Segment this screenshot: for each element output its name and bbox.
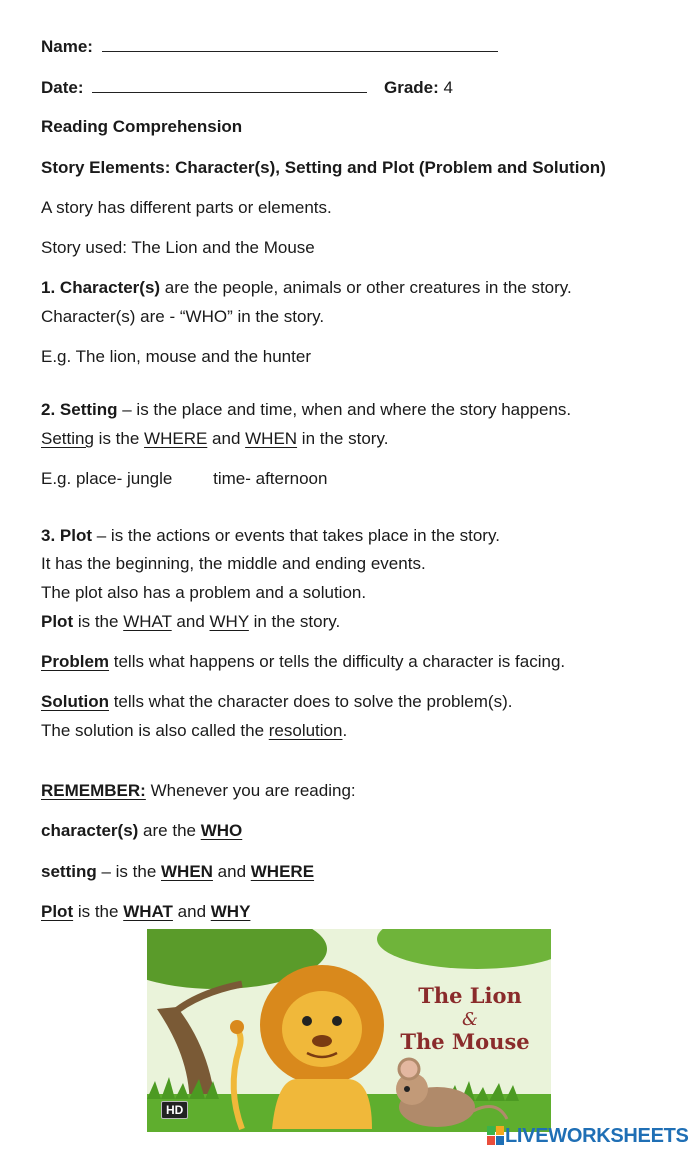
story-used-text: Story used: The Lion and the Mouse [41,238,315,257]
plot-term: Plot [59,526,93,545]
character-term: Character(s) [59,278,161,297]
lion-nose [312,1035,332,1047]
remember-label: REMEMBER: [41,781,146,800]
grade-value: 4 [443,78,453,97]
setting-definition [41,399,571,421]
remember-r1-term: character(s) [41,821,139,840]
plot-definition [41,525,500,547]
setting-l2-term: Setting [41,429,94,448]
liveworksheets-icon [487,1126,505,1146]
solution-l2-end: . [342,721,348,740]
name-blank[interactable] [102,35,498,52]
mouse-eye [404,1086,410,1092]
remember-r2-and: and [212,862,251,881]
plot-line2: It has the beginning, the middle and ending events. [41,554,426,573]
setting-example-place: E.g. place- jungle [41,469,173,488]
setting-l2-and: and [207,429,246,448]
plot-l4-what: WHAT [123,612,172,631]
lion-tail-tuft [230,1020,244,1034]
illustration-title-line1: The Lion [418,983,522,1008]
lion-eye-left [302,1016,312,1026]
solution-def: tells what the character does to solve the problem(s). [108,692,513,711]
problem-definition [41,651,565,673]
setting-example [41,468,327,490]
remember-plot [41,901,250,923]
remember-line [41,780,356,802]
problem-term: Problem [41,652,110,671]
remember-r2-term: setting [41,862,97,881]
remember-character [41,820,242,842]
hd-badge: HD [161,1101,188,1119]
plot-def: – is the actions or events that takes place in the story. [92,526,500,545]
remember-r3-term: Plot [41,902,74,921]
character-line2: Character(s) are - “WHO” in the story. [41,307,325,326]
remember-r2-when: WHEN [161,862,213,881]
grade-label: Grade: [383,78,439,97]
setting-term: Setting [59,400,118,419]
setting-example-time: time- afternoon [213,469,328,488]
remember-r3-why: WHY [210,902,251,921]
setting-num: 2. [41,400,56,419]
remember-r2-text: – is the [96,862,161,881]
name-label: Name: [41,37,93,56]
date-label: Date: [41,78,84,97]
plot-l4-why: WHY [209,612,249,631]
intro-text: A story has different parts or elements. [41,198,332,217]
character-num: 1. [41,278,56,297]
liveworksheets-logo[interactable] [487,1124,689,1148]
date-row [41,76,453,99]
plot-l4-end: in the story. [248,612,341,631]
lion-body [272,1079,372,1129]
setting-l2-text: is the [93,429,145,448]
lion-eye-right [332,1016,342,1026]
liveworksheets-text: LIVEWORKSHEETS [505,1124,689,1147]
solution-definition [41,691,512,713]
solution-l2-text: The solution is also called the [41,721,269,740]
plot-line4 [41,611,340,633]
problem-def: tells what happens or tells the difficulty a character is facing. [109,652,566,671]
plot-l4-text: is the [73,612,124,631]
remember-r2-where: WHERE [250,862,315,881]
character-example: E.g. The lion, mouse and the hunter [41,347,311,366]
setting-l2-when: WHEN [245,429,298,448]
lion-mouse-illustration [147,929,551,1132]
setting-def: – is the place and time, when and where the story happens. [117,400,572,419]
illustration-title-line2: The Mouse [400,1029,530,1054]
illustration-title-amp: & [461,1009,479,1030]
character-def: are the people, animals or other creatures in the story. [160,278,572,297]
remember-setting [41,861,314,883]
plot-num: 3. [41,526,56,545]
name-row [41,35,498,58]
solution-l2-resolution: resolution [268,721,343,740]
plot-l4-and: and [171,612,210,631]
character-definition [41,277,572,299]
setting-l2-end: in the story. [297,429,389,448]
lion-face [282,991,362,1067]
solution-line2 [41,720,347,742]
plot-l4-term: Plot [41,612,74,631]
date-blank[interactable] [92,76,367,93]
solution-term: Solution [41,692,109,711]
mouse-ear [399,1059,419,1079]
remember-r1-text: are the [138,821,201,840]
remember-r3-and: and [172,902,211,921]
setting-line2 [41,428,388,450]
remember-r1-who: WHO [200,821,243,840]
page-title: Reading Comprehension [41,117,243,136]
illustration-art [147,929,551,1132]
remember-r3-what: WHAT [123,902,173,921]
page-subtitle: Story Elements: Character(s), Setting and Plot (Problem and Solution) [41,158,606,177]
remember-r3-text: is the [73,902,124,921]
remember-text: Whenever you are reading: [145,781,356,800]
plot-line3: The plot also has a problem and a solution. [41,583,367,602]
setting-l2-where: WHERE [144,429,208,448]
